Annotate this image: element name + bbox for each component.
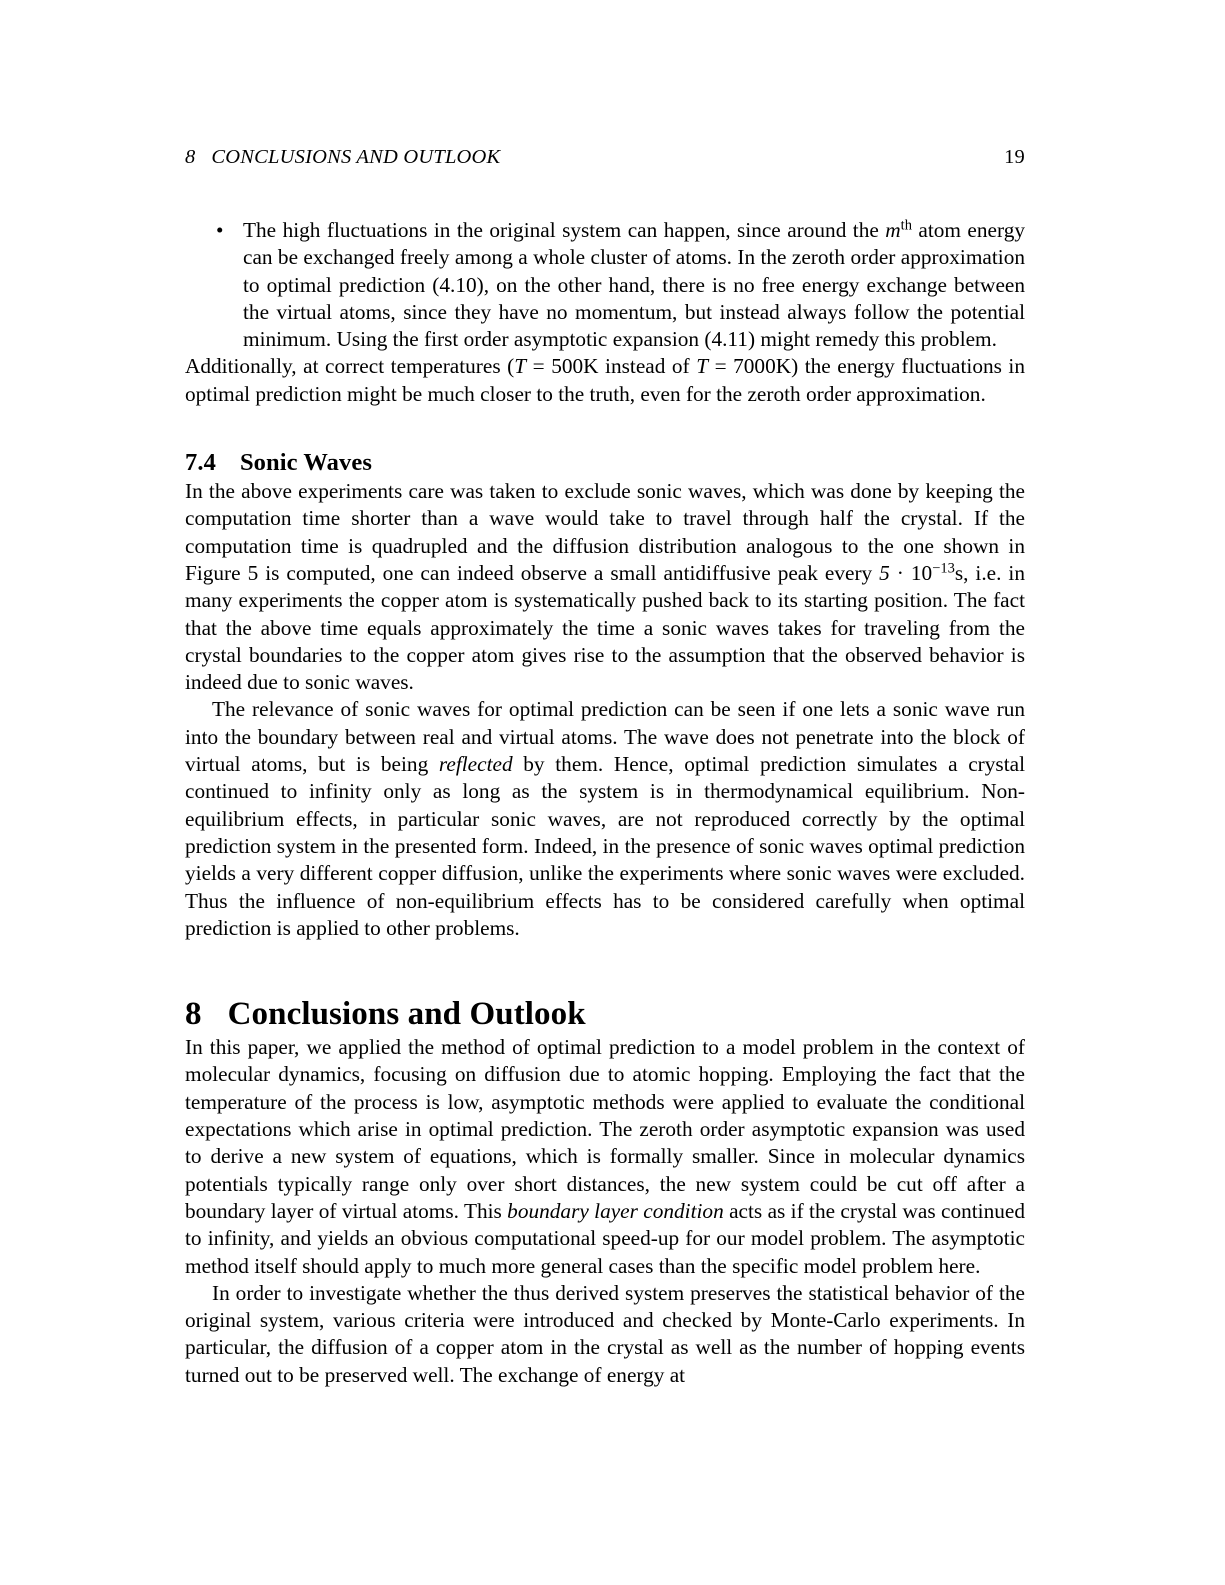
math-value-500K: 500K [551, 354, 599, 379]
para-sw2-text-2: by them. Hence, optimal prediction simulates a crystal continued to infinity only as long as the system is in thermodynamical equilibrium. Non-equilibrium effects, in particular sonic waves, are not reproduced correctly by the optimal prediction system in the presented form. Indeed, in the presence of sonic waves optimal prediction yields a very different copper diffusion, unlike the experiments where sonic waves were excluded. Thus the influence of non-equilibrium effects has to be considered carefully when optimal prediction is applied to other problems. [185, 752, 1025, 940]
para-add-text-3: ) the energy fluctuations in optimal prediction might be much closer to the truth, even for the zeroth order approximation. [185, 354, 1025, 406]
math-unit-seconds: s [954, 560, 964, 585]
math-base-10: 10 [910, 560, 933, 585]
page-content-column [185, 0, 1025, 1389]
section-title: Conclusions and Outlook [227, 996, 586, 1033]
math-exponent-minus-13: −13 [932, 560, 955, 577]
running-head-title: 8 CONCLUSIONS AND OUTLOOK [185, 146, 501, 168]
para-sw1-text-1: In the above experiments care was taken to exclude sonic waves, which was done by keeping the computation time shorter than a wave would take to travel through half the crystal. If the computation time is quadrupled and the diffusion distribution analogous to the one shown in Figure 5 is computed, one can indeed observe a small antidiffusive peak every [185, 479, 1025, 585]
emphasis-boundary-layer-condition: boundary layer condition [507, 1198, 724, 1223]
math-equals-first: = [526, 354, 552, 379]
math-variable-T-first: T [514, 354, 527, 379]
para-c2-text-1: In order to investigate whether the thus derived system preserves the statistical behavior of the original system, various criteria were introduced and checked by Monte-Carlo experiments. In particular, the diffusion of a copper atom in the crystal as well as the number of hopping events turned out to be preserved well. The exchange of energy at [185, 1280, 1025, 1387]
list-item-text-1: The high fluctuations in the original system can happen, since around the [243, 218, 886, 242]
math-variable-T-second: T [696, 354, 709, 379]
para-add-text-2: instead of [598, 354, 697, 379]
math-value-7000K: 7000K [733, 354, 792, 379]
para-c1-text-1: In this paper, we applied the method of optimal prediction to a model problem in the context of molecular dynamics, focusing on diffusion due to atomic hopping. Employing the fact that the temperature of the process is low, asymptotic methods were applied to evaluate the conditional expectations which arise in optimal prediction. The zeroth order asymptotic expansion was used to derive a new system of equations, which is formally smaller. Since in molecular dynamics potentials typically range only over short distances, the new system could be cut off after a boundary layer of virtual atoms. This [185, 1035, 1025, 1223]
emphasis-reflected: reflected [438, 752, 513, 777]
list-item [216, 217, 1025, 353]
page-number: 19 [1004, 146, 1025, 168]
para-sw2-text-1: The relevance of sonic waves for optimal prediction can be seen if one lets a sonic wave run into the boundary between real and virtual atoms. The wave does not penetrate into the block of virtual atoms, but is being [185, 697, 1025, 777]
section-heading-8 [185, 942, 1025, 1034]
paragraph-sonic-waves-2 [185, 696, 1025, 942]
list-item-text-2: atom energy can be exchanged freely among a whole cluster of atoms. In the zeroth order approximation to optimal prediction (4.10), on the other hand, there is no free energy exchange between the virtual atoms, since they have no momentum, but instead always follow the potential minimum. Using the first order asymptotic expansion (4.11) might remedy this problem. [243, 218, 1025, 352]
para-sw1-text-2: , i.e. in many experiments the copper atom is systematically pushed back to its starting position. The fact that the above time equals approximately the time a sonic waves takes for traveling from the crystal boundaries to the copper atom gives rise to the assumption that the observed behavior is indeed due to sonic waves. [185, 560, 1025, 695]
math-superscript-th: th [900, 217, 912, 234]
math-variable-m: m [885, 218, 901, 242]
paragraph-conclusions-2 [185, 1280, 1025, 1389]
math-equals-second: = [708, 354, 734, 379]
running-head [185, 0, 1025, 169]
subsection-heading-7-4 [185, 408, 1025, 478]
paragraph-additionally [185, 353, 1025, 408]
section-number: 8 [185, 996, 202, 1033]
paragraph-sonic-waves-1 [185, 478, 1025, 696]
bullet-icon: • [216, 218, 224, 242]
math-dot-operator: · [889, 560, 911, 585]
subsection-title: Sonic Waves [239, 449, 372, 477]
paragraph-conclusions-1 [185, 1034, 1025, 1280]
bullet-list [185, 169, 1025, 353]
para-c1-text-2: acts as if the crystal was continued to infinity, and yields an obvious computational speed-up for our model problem. The asymptotic method itself should apply to much more general cases than the specific model problem here. [185, 1198, 1025, 1278]
math-number-5: 5 [879, 560, 890, 585]
subsection-number: 7.4 [185, 449, 216, 477]
para-add-text-1: Additionally, at correct temperatures ( [185, 354, 515, 379]
